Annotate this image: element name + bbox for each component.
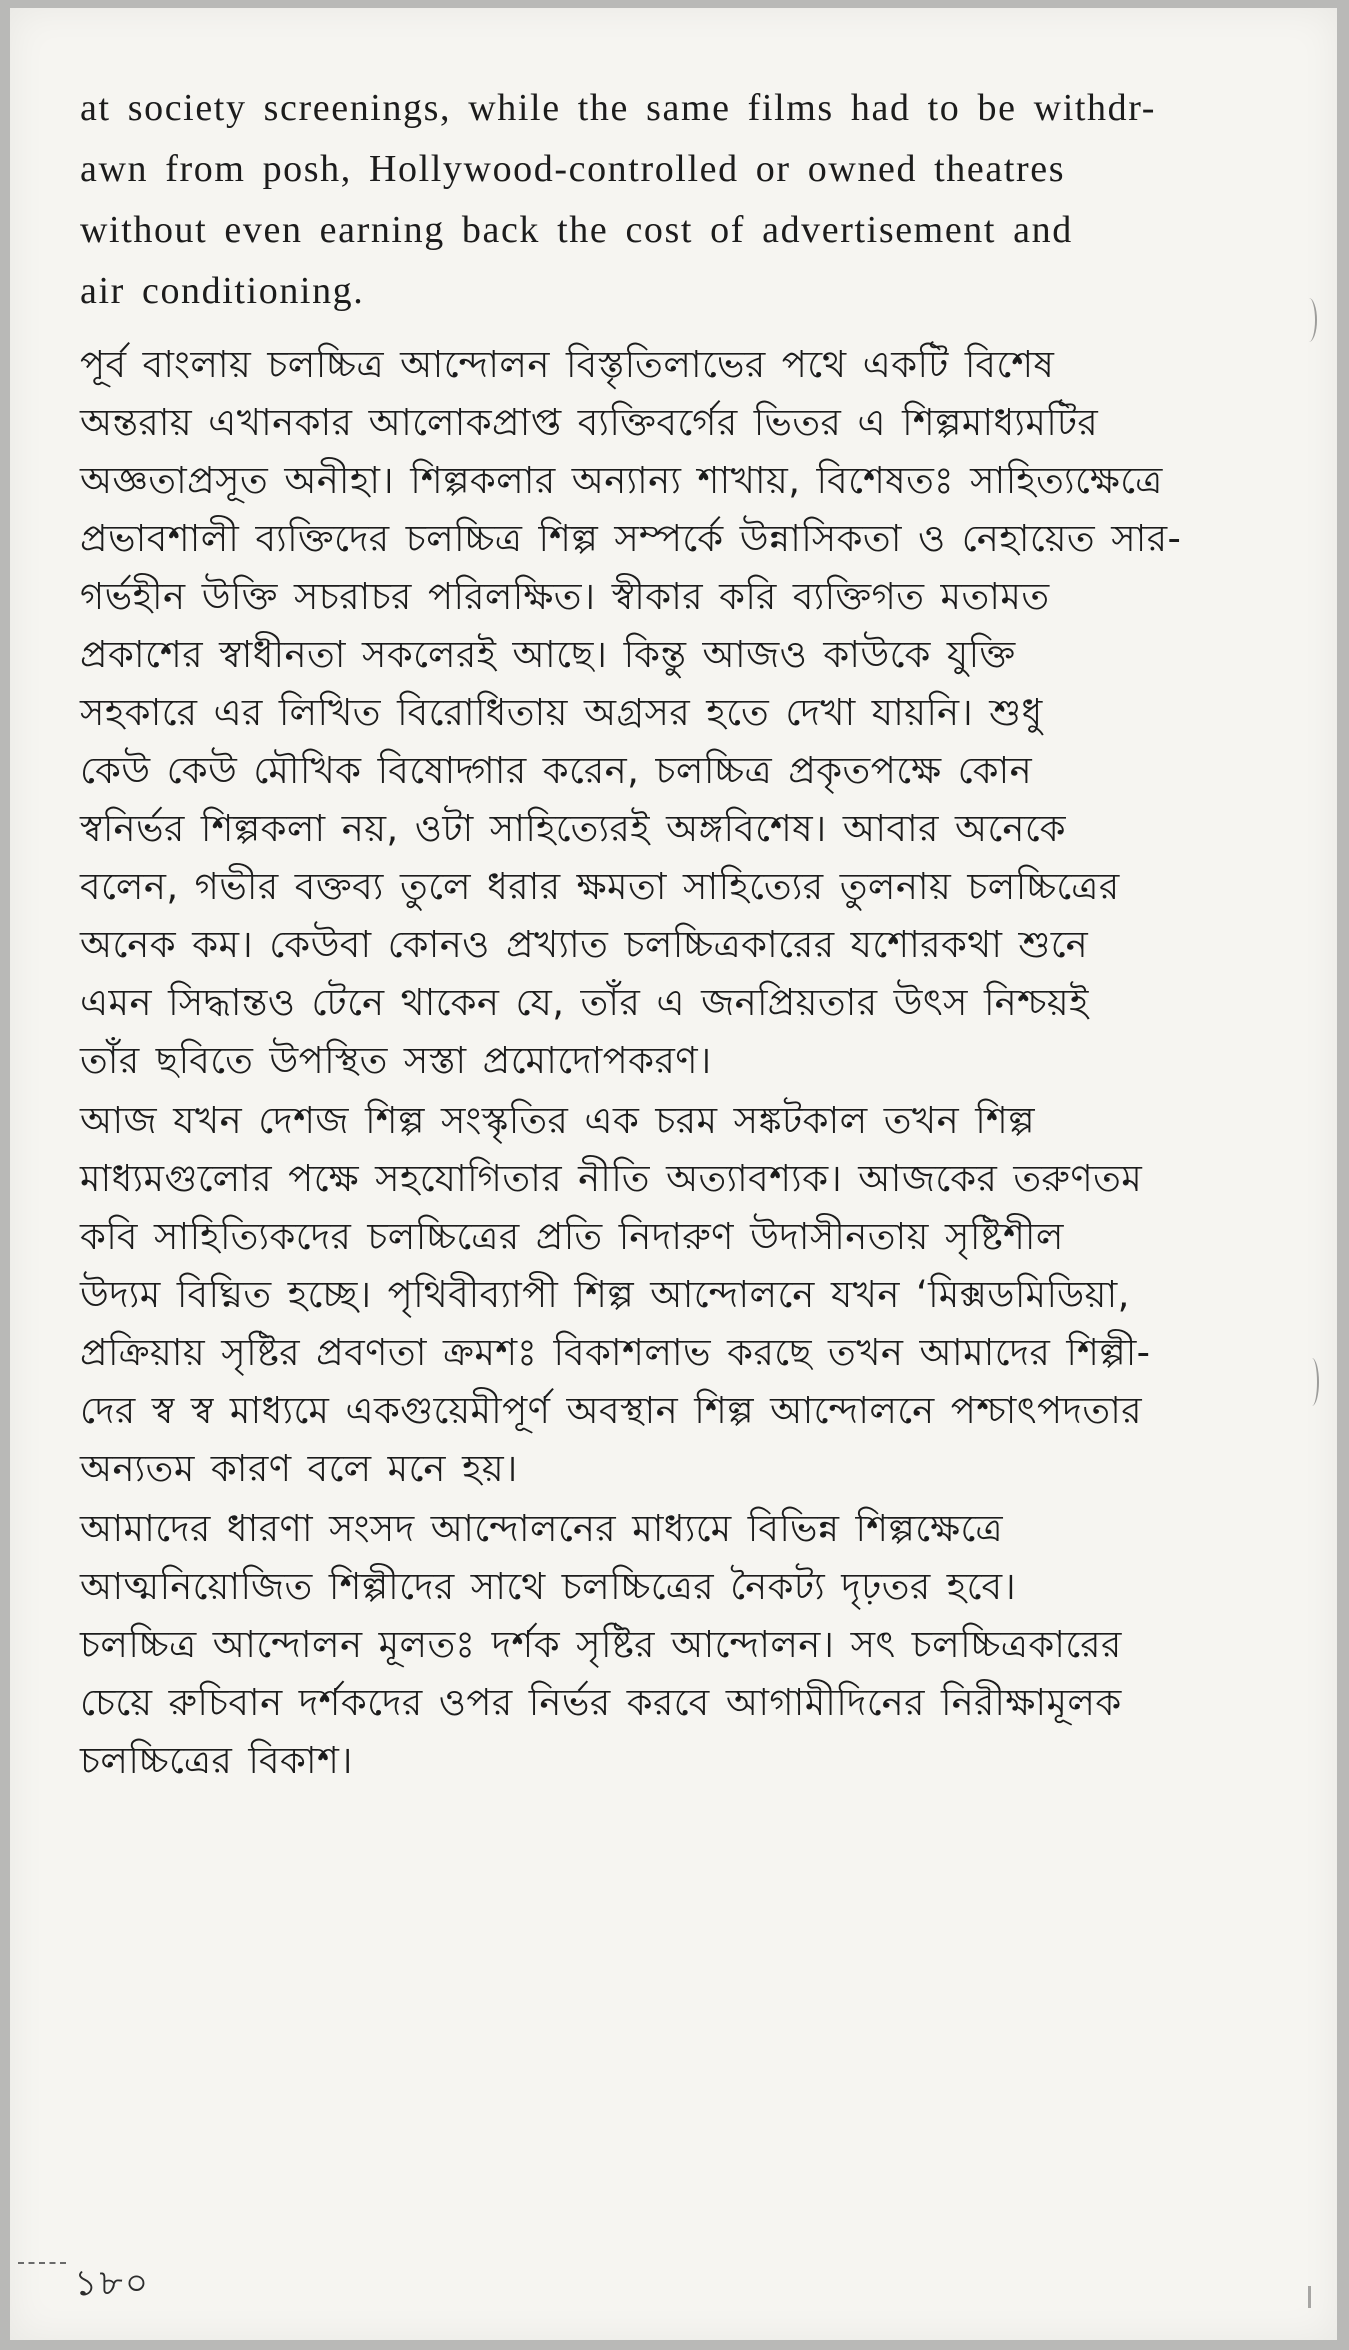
bengali-paragraph-4 bbox=[80, 1616, 1311, 1790]
text-line: air conditioning. bbox=[80, 270, 365, 312]
text-line: at society screenings, while the same films had to be withdr- bbox=[80, 87, 1156, 129]
text-line: প্রভাবশালী ব্যক্তিদের চলচ্চিত্র শিল্প সম্পর্কে উন্নাসিকতা ও নেহায়েত সার- bbox=[80, 517, 1182, 560]
paragraph-gap bbox=[80, 322, 1311, 336]
text-line: অনেক কম। কেউবা কোনও প্রখ্যাত চলচ্চিত্রকারের যশোরকথা শুনে bbox=[80, 923, 1089, 966]
english-paragraph bbox=[80, 78, 1311, 322]
text-line: কেউ কেউ মৌখিক বিষোদ্গার করেন, চলচ্চিত্র প্রকৃতপক্ষে কোন bbox=[80, 749, 1033, 792]
margin-pencil-mark bbox=[1308, 2286, 1311, 2308]
text-line: কবি সাহিত্যিকদের চলচ্চিত্রের প্রতি নিদারুণ উদাসীনতায় সৃষ্টিশীল bbox=[80, 1215, 1064, 1258]
text-line: আজ যখন দেশজ শিল্প সংস্কৃতির এক চরম সঙ্কটকাল তখন শিল্প bbox=[80, 1099, 1035, 1142]
text-line: অজ্ঞতাপ্রসূত অনীহা। শিল্পকলার অন্যান্য শাখায়, বিশেষতঃ সাহিত্যক্ষেত্রে bbox=[80, 459, 1163, 502]
text-line: আত্মনিয়োজিত শিল্পীদের সাথে চলচ্চিত্রের নৈকট্য দৃঢ়তর হবে। bbox=[80, 1565, 1017, 1608]
text-line: চলচ্চিত্রের বিকাশ। bbox=[80, 1739, 353, 1782]
text-line: প্রক্রিয়ায় সৃষ্টির প্রবণতা ক্রমশঃ বিকাশলাভ করছে তখন আমাদের শিল্পী- bbox=[80, 1331, 1151, 1374]
text-line: বলেন, গভীর বক্তব্য তুলে ধরার ক্ষমতা সাহিত্যের তুলনায় চলচ্চিত্রের bbox=[80, 865, 1120, 908]
text-line: সহকারে এর লিখিত বিরোধিতায় অগ্রসর হতে দেখা যায়নি। শুধু bbox=[80, 691, 1043, 734]
text-line: গর্ভহীন উক্তি সচরাচর পরিলক্ষিত। স্বীকার করি ব্যক্তিগত মতামত bbox=[80, 575, 1050, 618]
text-line: দের স্ব স্ব মাধ্যমে একগুয়েমীপূর্ণ অবস্থান শিল্প আন্দোলনে পশ্চাৎপদতার bbox=[80, 1389, 1142, 1432]
text-line: স্বনির্ভর শিল্পকলা নয়, ওটা সাহিত্যেরই অঙ্গবিশেষ। আবার অনেকে bbox=[80, 807, 1066, 850]
page-body bbox=[80, 78, 1311, 1790]
text-line: চলচ্চিত্র আন্দোলন মূলতঃ দর্শক সৃষ্টির আন্দোলন। সৎ চলচ্চিত্রকারের bbox=[80, 1623, 1122, 1666]
bengali-paragraph-1 bbox=[80, 336, 1311, 1090]
text-line: পূর্ব বাংলায় চলচ্চিত্র আন্দোলন বিস্তৃতিলাভের পথে একটি বিশেষ bbox=[80, 343, 1055, 386]
text-line: এমন সিদ্ধান্তও টেনে থাকেন যে, তাঁর এ জনপ্রিয়তার উৎস নিশ্চয়ই bbox=[80, 981, 1089, 1024]
text-line: without even earning back the cost of advertisement and bbox=[80, 209, 1073, 251]
bengali-paragraph-2 bbox=[80, 1092, 1311, 1498]
text-line: অন্যতম কারণ বলে মনে হয়। bbox=[80, 1447, 518, 1490]
text-line: মাধ্যমগুলোর পক্ষে সহযোগিতার নীতি অত্যাবশ্যক। আজকের তরুণতম bbox=[80, 1157, 1143, 1200]
text-line: আমাদের ধারণা সংসদ আন্দোলনের মাধ্যমে বিভিন্ন শিল্পক্ষেত্রে bbox=[80, 1507, 1003, 1550]
text-line: তাঁর ছবিতে উপস্থিত সস্তা প্রমোদোপকরণ। bbox=[80, 1039, 712, 1082]
text-line: অন্তরায় এখানকার আলোকপ্রাপ্ত ব্যক্তিবর্গের ভিতর এ শিল্পমাধ্যমটির bbox=[80, 401, 1099, 444]
text-line: চেয়ে রুচিবান দর্শকদের ওপর নির্ভর করবে আগামীদিনের নিরীক্ষামূলক bbox=[80, 1681, 1122, 1724]
text-line: awn from posh, Hollywood-controlled or owned theatres bbox=[80, 148, 1066, 190]
footer-dash bbox=[18, 2262, 66, 2264]
text-line: উদ্যম বিঘ্নিত হচ্ছে। পৃথিবীব্যাপী শিল্প আন্দোলনে যখন ‘মিক্সডমিডিয়া, bbox=[80, 1273, 1130, 1316]
text-line: প্রকাশের স্বাধীনতা সকলেরই আছে। কিন্তু আজও কাউকে যুক্তি bbox=[80, 633, 1016, 676]
bengali-paragraph-3 bbox=[80, 1500, 1311, 1616]
page-number: ১৮০ bbox=[74, 2263, 151, 2304]
book-page bbox=[10, 8, 1337, 2340]
